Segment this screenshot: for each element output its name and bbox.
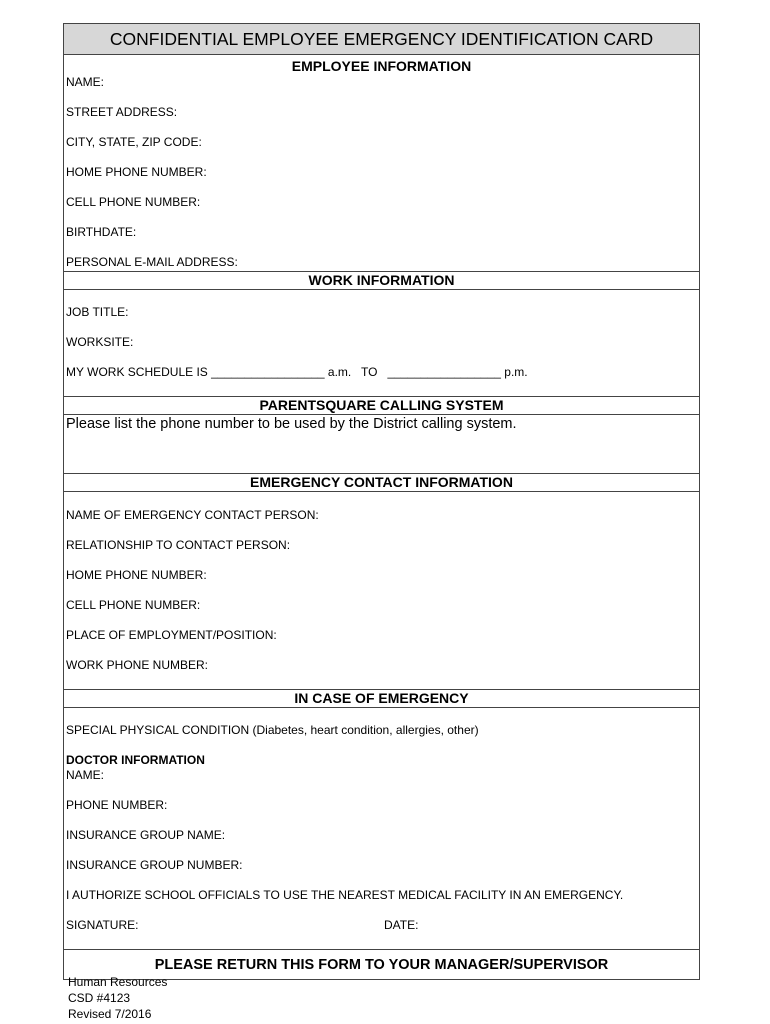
doctor-name-label: NAME: (66, 768, 105, 782)
worksite-label: WORKSITE: (66, 335, 134, 349)
date-label: DATE: (384, 918, 419, 932)
email-label: PERSONAL E-MAIL ADDRESS: (66, 255, 238, 269)
insurance-number-label: INSURANCE GROUP NUMBER: (66, 858, 243, 872)
relationship-label: RELATIONSHIP TO CONTACT PERSON: (66, 538, 291, 552)
footer-dept: Human Resources (68, 975, 168, 989)
city-state-zip-label: CITY, STATE, ZIP CODE: (66, 135, 202, 149)
work-info-heading: WORK INFORMATION (64, 271, 699, 290)
work-phone-label: WORK PHONE NUMBER: (66, 658, 209, 672)
parentsquare-instruction: Please list the phone number to be used by the District calling system. (66, 416, 517, 432)
form-title: CONFIDENTIAL EMPLOYEE EMERGENCY IDENTIFICATION CARD (64, 24, 699, 55)
job-title-label: JOB TITLE: (66, 305, 129, 319)
contact-cell-phone-label: CELL PHONE NUMBER: (66, 598, 201, 612)
footer-code: CSD #4123 (68, 991, 131, 1005)
emergency-card-form (63, 23, 700, 980)
employee-info-heading: EMPLOYEE INFORMATION (291, 58, 472, 74)
contact-name-label: NAME OF EMERGENCY CONTACT PERSON: (66, 508, 319, 522)
employment-position-label: PLACE OF EMPLOYMENT/POSITION: (66, 628, 277, 642)
return-notice: PLEASE RETURN THIS FORM TO YOUR MANAGER/SUPERVISOR (64, 949, 699, 980)
authorization-statement: I AUTHORIZE SCHOOL OFFICIALS TO USE THE NEAREST MEDICAL FACILITY IN AN EMERGENCY. (66, 888, 624, 902)
emergency-contact-heading: EMERGENCY CONTACT INFORMATION (64, 473, 699, 492)
contact-home-phone-label: HOME PHONE NUMBER: (66, 568, 207, 582)
doctor-info-heading: DOCTOR INFORMATION (66, 753, 205, 767)
work-schedule-label: MY WORK SCHEDULE IS _________________ a.m. TO _________________ p.m. (66, 365, 528, 379)
insurance-name-label: INSURANCE GROUP NAME: (66, 828, 226, 842)
birthdate-label: BIRTHDATE: (66, 225, 137, 239)
parentsquare-heading: PARENTSQUARE CALLING SYSTEM (64, 396, 699, 415)
in-case-heading: IN CASE OF EMERGENCY (64, 689, 699, 708)
home-phone-label: HOME PHONE NUMBER: (66, 165, 207, 179)
doctor-phone-label: PHONE NUMBER: (66, 798, 168, 812)
street-address-label: STREET ADDRESS: (66, 105, 178, 119)
signature-label: SIGNATURE: (66, 918, 139, 932)
cell-phone-label: CELL PHONE NUMBER: (66, 195, 201, 209)
footer-revised: Revised 7/2016 (68, 1007, 152, 1021)
special-condition-label: SPECIAL PHYSICAL CONDITION (Diabetes, heart condition, allergies, other) (66, 723, 479, 737)
name-label: NAME: (66, 75, 105, 89)
